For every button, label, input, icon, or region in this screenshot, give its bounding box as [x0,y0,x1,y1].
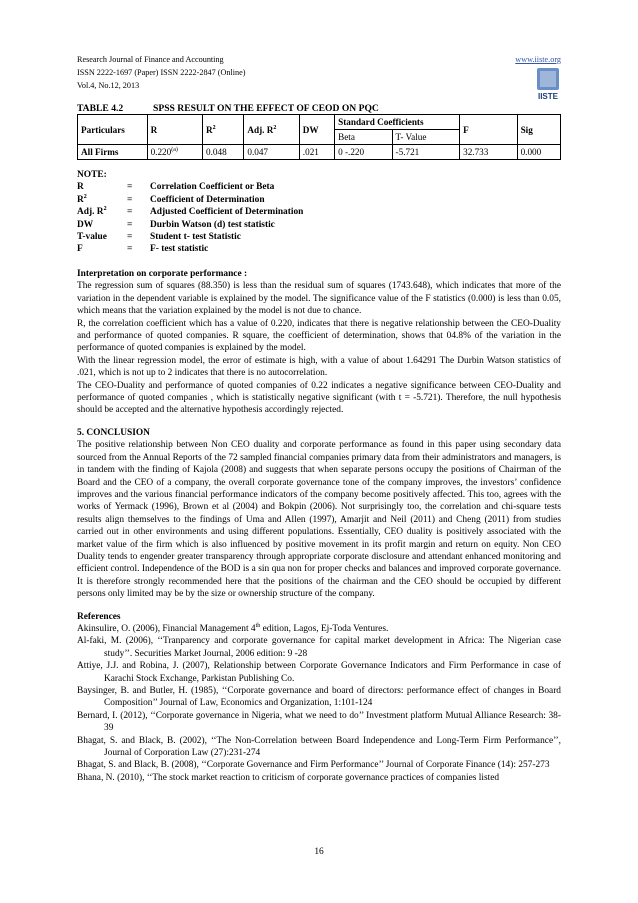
note-equals: = [127,182,133,193]
header-particulars: Particulars [78,115,148,145]
table-caption: SPSS RESULT ON THE EFFECT OF CEOD ON PQC [153,103,379,114]
header-f: F [460,115,517,145]
cell-adj-r2: 0.047 [244,145,299,160]
note-item [77,231,561,243]
conclusion-heading: 5. CONCLUSION [77,427,150,438]
note-block [77,169,561,256]
header-beta: Beta [335,130,392,145]
note-equals: = [127,194,133,205]
note-item [77,181,561,193]
note-equals: = [127,207,133,218]
iiste-logo [535,67,561,103]
reference-item: Bhagat, S. and Black, B. (2002), ‘‘The Non-Correlation between Board Independence and Long-Term Firm Performance’’, Journal of Corporation Law (27):231-274 [77,735,561,759]
reference-item: Bhagat, S. and Black, B. (2008), ‘‘Corporate Governance and Firm Performance’’ Journal of Corporate Finance (14): 257-273 [77,760,550,771]
note-value: Durbin Watson (d) test statistic [150,219,275,230]
note-equals: = [127,244,133,255]
conclusion-paragraph: The positive relationship between Non CEO duality and corporate performance as found in this paper using secondary data sourced from the Annual Reports of the 72 sampled financial companies primary data from their administrators and managers, is in tandem with the finding of Kajola (2008) and suggests that when separate persons occupy the positions of Chairman of the Board and the CEO of a company, the overall corporate governance tone of the company improves, the investors’ confidence improves and the various financial performance indicators of the company become positively affected. This too, agrees with the works of Yermack (1996), Brown et al (2004) and Bokpin (2006). Not surprisingly too, the correlation and chi-square tests results align themselves to the findings of Uma and Allen (1997), Amarjit and Neil (2011) and Cheng (2011) from studies carried out in other environments and using different populations. Essentially, CEO duality is positively associated with the market value of the firm which is also influenced by positive movement in its profit margin and return on equity. Non CEO Duality tends to engender greater transparency through appropriate corporate disclosure and attendant enhanced monitoring and efficient control. Independence of the BOD is a sin qua non for proper checks and balances and improved corporate governance. It is therefore strongly recommended here that the positions of the chairman and the CEO should be occupied by different persons only limited may be by the size or ownership structure of the company. [77,440,561,600]
note-title: NOTE: [77,170,107,180]
note-item [77,206,561,218]
reference-list [77,623,561,784]
note-value: Correlation Coefficient or Beta [150,182,275,193]
cell-t: -5.721 [392,145,460,160]
logo-text: IISTE [537,92,559,101]
reference-item: Attiye, J.J. and Robina, J. (2007), Relationship between Corporate Governance Indicators and Firm Performance in case of Karachi Stock Exchange, Parkistan Publishing Co. [77,661,561,684]
reference-item: Baysinger, B. and Butler, H. (1985), ‘‘Corporate governance and board of directors: performance effect of changes in Board Composition’’ Journal of Law, Economics and Organization, 1:101-124 [77,686,561,709]
note-key: Adj. $R^2$ [77,206,107,218]
cell-dw: .021 [299,145,334,160]
note-key: $R^2$ [77,193,87,205]
interpretation-paragraph: With the linear regression model, the error of estimate is high, with a value of about 1.64291 The Durbin Watson statistics of .021, which is not up to 2 indicates that there is no autocorrelation. [77,355,561,379]
cell-r2: 0.048 [203,145,244,160]
note-key: F [77,244,83,255]
interpretation-paragraph: R, the correlation coefficient which has a value of 0.220, indicates that there is negative relationship between the CEO-Duality and performance of quoted companies. R square, the coefficient of determination, shows that 04.8% of the variation in the performance of quoted companies is explained by the model. [77,318,561,354]
note-item [77,219,561,231]
table-title [77,103,379,114]
note-item [77,243,561,255]
note-value: F- test statistic [150,244,209,255]
reference-item: Bhana, N. (2010), ‘‘The stock market reaction to criticism of corporate governance practices of companies listed [77,772,500,783]
note-value: Student t- test Statistic [150,232,241,243]
table-header-row [78,115,561,130]
journal-url-link[interactable]: www.iiste.org [515,55,561,64]
issn: ISSN 2222-1697 (Paper) ISSN 2222-2847 (Online) [77,68,246,77]
interpretation-section [77,268,561,784]
header-t-value: T- Value [392,130,460,145]
header-dw: DW [299,115,334,145]
reference-item: Al-faki, M. (2006), ‘‘Tranparency and corporate governance for capital market development in Africa: The Nigerian case study’’. Securities Market Journal, 2006 edition: 9 -28 [77,636,561,659]
note-item [77,194,561,206]
references-heading: References [77,611,121,622]
cell-label: All Firms [78,145,148,160]
note-key: T-value [77,232,107,243]
table-number: TABLE 4.2 [77,103,124,114]
header-standard-coefficients: Standard Coefficients [335,115,460,130]
journal-name: Research Journal of Finance and Accounting [77,55,224,64]
cell-f: 32.733 [460,145,517,160]
note-list [77,181,561,255]
interpretation-paragraph: The regression sum of squares (88.350) is less than the residual sum of squares (1743.648), which indicates that more of the variation in the dependent variable is explained by the model. The significance value of the F statistics (0.000) is less than 0.05, which means that the variation explained by the model is not due to chance. [77,281,561,317]
running-header [77,53,561,92]
cell-sig: 0.000 [517,145,560,160]
header-r: R [147,115,202,145]
cell-beta: 0 -.220 [335,145,392,160]
note-equals: = [127,219,133,230]
reference-item: Akinsulire, O. (2006), Financial Management 4th edition, Lagos, Ej-Toda Ventures. [77,622,389,634]
volume: Vol.4, No.12, 2013 [77,81,140,90]
note-value: Adjusted Coefficient of Determination [150,207,304,218]
note-key: R [77,182,84,193]
interpretation-paragraph: The CEO-Duality and performance of quoted companies of 0.22 indicates a negative significance between CEO-Duality and performance of quoted companies , which is statistically negative significant (with t = -5.721). Therefore, the null hypothesis should be accepted and the alternative hypothesis accordingly rejected. [77,380,561,416]
note-key: DW [77,219,94,230]
header-r2: $R^2$ [203,115,244,145]
note-value: Coefficient of Determination [150,194,265,205]
header-adj-r2: Adj. $R^2$ [244,115,299,145]
regression-table [77,114,561,160]
table-row [78,145,561,160]
interpretation-heading: Interpretation on corporate performance : [77,269,248,279]
cell-r: 0.220$^{(a)}$ [147,145,202,160]
note-equals: = [127,232,133,243]
reference-item: Bernard, I. (2012), ‘‘Corporate governance in Nigeria, what we need to do’’ Investment platform Mutual Alliance Research: 38-39 [77,710,561,734]
header-sig: Sig [517,115,560,145]
page-number: 16 [314,847,324,857]
